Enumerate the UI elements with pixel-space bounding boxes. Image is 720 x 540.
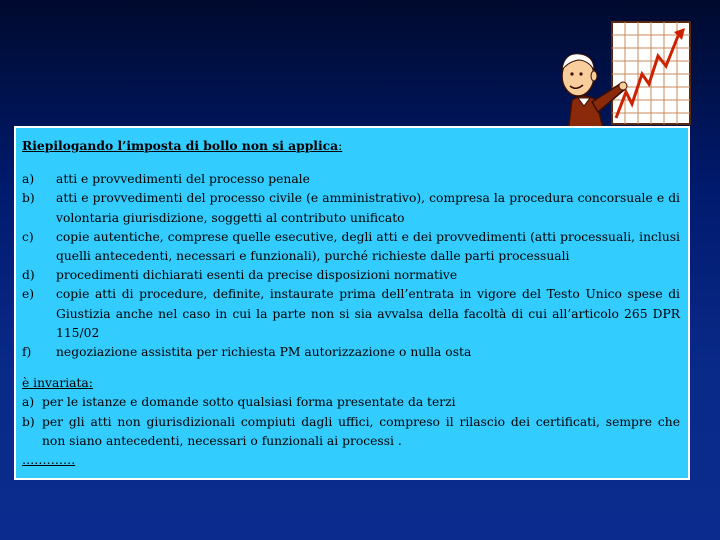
ear <box>591 71 597 81</box>
list-marker: e) <box>22 287 35 302</box>
list-item <box>22 343 680 362</box>
list-text: atti e provvedimenti del processo penale <box>56 172 310 187</box>
list-text: negoziazione assistita per richiesta PM autorizzazione o nulla osta <box>56 345 472 360</box>
list-item <box>22 170 680 189</box>
list-text: copie autentiche, comprese quelle esecutive, degli atti e dei provvedimenti (atti processuali, inclusi quelli antecedenti, necessari e funzionali), purché richieste dalle parti processuali <box>56 229 680 264</box>
panel-heading: Riepilogando l’imposta di bollo non si applica: <box>22 138 343 153</box>
list-text: procedimenti dichiarati esenti da precise disposizioni normative <box>56 268 458 283</box>
list-text: per le istanze e domande sotto qualsiasi forma presentate da terzi <box>42 395 456 410</box>
list-item <box>22 266 680 285</box>
list-marker: f) <box>22 345 32 360</box>
sub-list-item <box>22 413 680 451</box>
list-marker: a) <box>22 172 35 187</box>
list-text: per gli atti non giurisdizionali compiuti dagli uffici, compreso il rilascio dei certificati, sempre che non siano antecedenti, necessari o funzionali ai processi . <box>42 414 680 448</box>
hand <box>619 82 627 90</box>
eye <box>570 72 573 75</box>
list-item <box>22 228 680 266</box>
list-marker: a) <box>22 395 35 410</box>
list-item <box>22 189 680 227</box>
eye <box>579 72 582 75</box>
list-item <box>22 285 680 343</box>
list-text: copie atti di procedure, definite, instaurate prima dell’entrata in vigore del Testo Unico spese di Giustizia anche nel caso in cui la parte non si sia avvalsa della facoltà di cui all’articolo 265 DPR 115/02 <box>56 287 680 340</box>
ellipsis-continuation: …………. <box>22 453 76 468</box>
sub-heading: è invariata: <box>22 376 93 391</box>
list-marker: c) <box>22 229 34 244</box>
list-text: atti e provvedimenti del processo civile (e amministrativo), compresa la procedura concorsuale e di volontaria giurisdizione, soggetti al contributo unificato <box>56 191 680 225</box>
list-marker: d) <box>22 268 35 283</box>
sub-list-item <box>22 393 680 412</box>
content-panel <box>14 126 690 480</box>
list-marker: b) <box>22 191 35 206</box>
list-marker: b) <box>22 414 35 429</box>
